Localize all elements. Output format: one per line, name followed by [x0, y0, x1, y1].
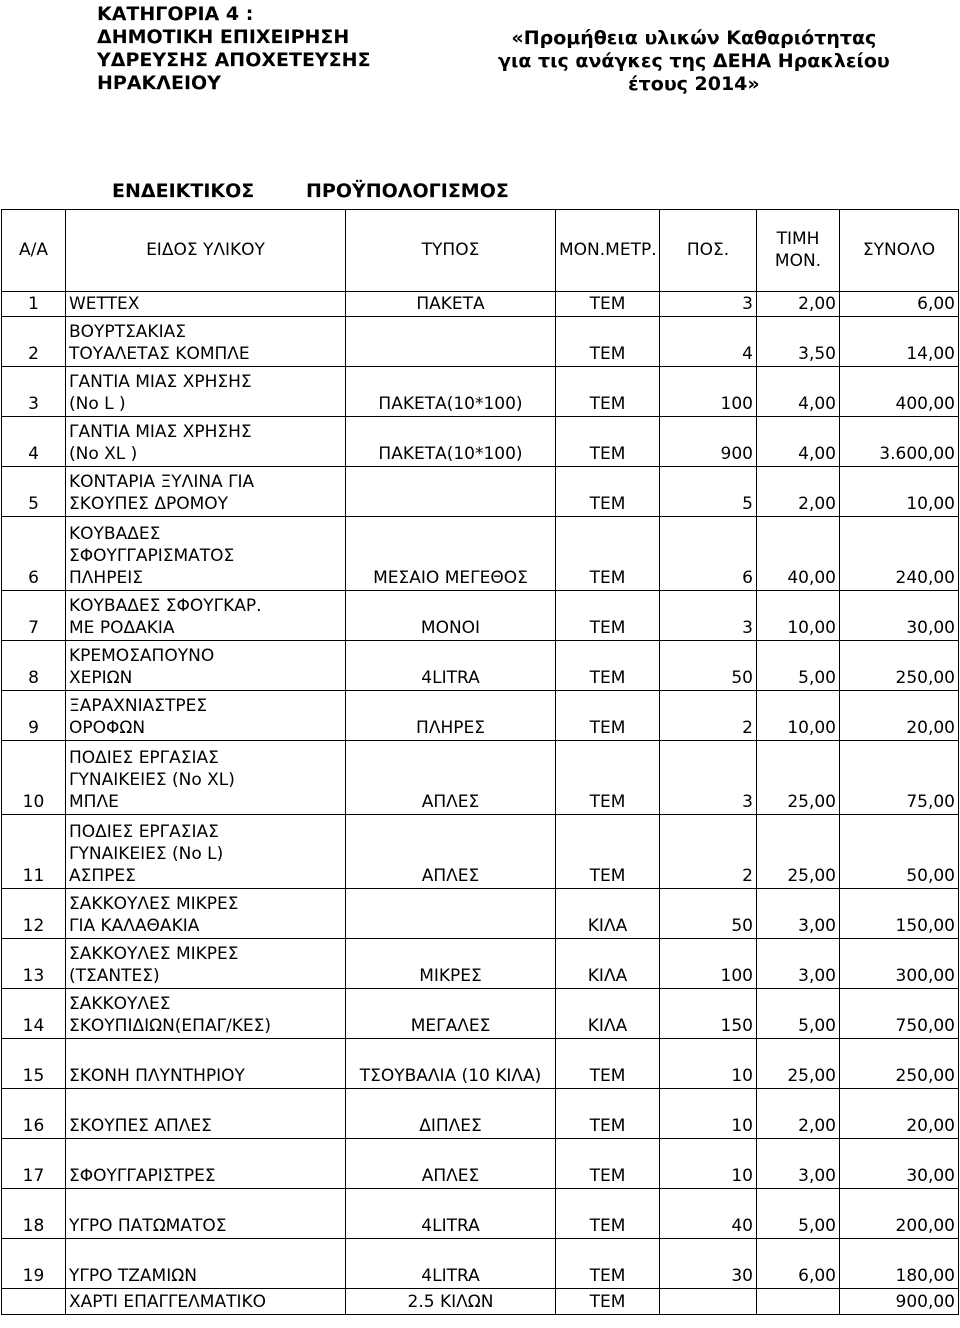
- item-name-line: ΒΟΥΡΤΣΑΚΙΑΣ: [69, 322, 186, 342]
- table-row: [2, 691, 959, 741]
- item-unit-price: 3,00: [757, 939, 840, 989]
- item-type: ΠΑΚΕΤΑ: [346, 292, 556, 317]
- item-name: [66, 467, 346, 517]
- item-name-line: ΥΓΡΟ ΤΖΑΜΙΩΝ: [69, 1266, 197, 1286]
- item-type: ΠΛΗΡΕΣ: [346, 691, 556, 741]
- item-total: 250,00: [840, 641, 959, 691]
- item-name-line: ΧΑΡΤΙ ΕΠΑΓΓΕΛΜΑΤΙΚΟ: [69, 1292, 267, 1312]
- col-price-header: [757, 210, 840, 292]
- item-quantity: 50: [660, 641, 757, 691]
- budget-label-a: ΕΝΔΕΙΚΤΙΚΟΣ: [112, 180, 255, 202]
- item-name-line: ΑΣΠΡΕΣ: [69, 866, 136, 886]
- item-name: [66, 317, 346, 367]
- item-name: [66, 989, 346, 1039]
- row-number: 16: [2, 1089, 66, 1139]
- item-total: 200,00: [840, 1189, 959, 1239]
- item-name-line: ΣΦΟΥΓΓΑΡΙΣΜΑΤΟΣ: [69, 546, 235, 566]
- item-unit: ΤΕΜ: [556, 517, 660, 591]
- procurement-title-line-1: «Προμήθεια υλικών Καθαριότητας: [511, 27, 877, 49]
- item-name: [66, 741, 346, 815]
- item-unit: ΤΕΜ: [556, 641, 660, 691]
- col-price-header-line-2: ΜΟΝ.: [774, 251, 822, 271]
- item-total: 30,00: [840, 1139, 959, 1189]
- table-row: [2, 317, 959, 367]
- table-row: [2, 292, 959, 317]
- item-name-line: ΣΚΟΝΗ ΠΛΥΝΤΗΡΙΟΥ: [69, 1066, 245, 1086]
- item-type: [346, 467, 556, 517]
- row-number: 4: [2, 417, 66, 467]
- company-line-3: ΗΡΑΚΛΕΙΟΥ: [97, 72, 221, 94]
- item-name-line: ΣΦΟΥΓΓΑΡΙΣΤΡΕΣ: [69, 1166, 216, 1186]
- item-type: ΜΟΝΟΙ: [346, 591, 556, 641]
- item-type: ΔΙΠΛΕΣ: [346, 1089, 556, 1139]
- row-number: 11: [2, 815, 66, 889]
- item-type: [346, 889, 556, 939]
- item-quantity: [660, 1289, 757, 1315]
- item-unit: ΤΕΜ: [556, 367, 660, 417]
- item-unit-price: 3,00: [757, 889, 840, 939]
- table-row: [2, 939, 959, 989]
- item-unit: ΚΙΛΑ: [556, 989, 660, 1039]
- item-unit: ΤΕΜ: [556, 1239, 660, 1289]
- item-total: 240,00: [840, 517, 959, 591]
- item-name-line: ΓΑΝΤΙΑ ΜΙΑΣ ΧΡΗΣΗΣ: [69, 372, 252, 392]
- item-name: [66, 1139, 346, 1189]
- item-name: [66, 417, 346, 467]
- item-unit: ΚΙΛΑ: [556, 889, 660, 939]
- table-row: [2, 741, 959, 815]
- table-row: [2, 1289, 959, 1315]
- item-type: 2.5 ΚΙΛΩΝ: [346, 1289, 556, 1315]
- item-type: ΤΣΟΥΒΑΛΙΑ (10 ΚΙΛΑ): [346, 1039, 556, 1089]
- item-unit-price: 10,00: [757, 591, 840, 641]
- item-quantity: 150: [660, 989, 757, 1039]
- item-name-line: ΠΟΔΙΕΣ ΕΡΓΑΣΙΑΣ: [69, 748, 219, 768]
- item-type: ΠΑΚΕΤΑ(10*100): [346, 367, 556, 417]
- col-price-header-line-1: ΤΙΜΗ: [776, 229, 820, 249]
- col-unit-header: ΜΟΝ.ΜΕΤΡ.: [556, 210, 660, 292]
- item-unit-price: 25,00: [757, 741, 840, 815]
- item-unit-price: 4,00: [757, 417, 840, 467]
- row-number: 5: [2, 467, 66, 517]
- item-name-line: (No L ): [69, 394, 126, 414]
- item-unit-price: 3,50: [757, 317, 840, 367]
- item-name-line: ΣΚΟΥΠΕΣ ΑΠΛΕΣ: [69, 1116, 212, 1136]
- item-type: ΑΠΛΕΣ: [346, 1139, 556, 1189]
- item-type: ΠΑΚΕΤΑ(10*100): [346, 417, 556, 467]
- col-type-header: ΤΥΠΟΣ: [346, 210, 556, 292]
- row-number: 17: [2, 1139, 66, 1189]
- item-unit: ΤΕΜ: [556, 591, 660, 641]
- row-number: 12: [2, 889, 66, 939]
- procurement-title-line-3: έτους 2014»: [628, 73, 760, 95]
- item-total: 30,00: [840, 591, 959, 641]
- table-row: [2, 467, 959, 517]
- item-name-line: ΣΑΚΚΟΥΛΕΣ ΜΙΚΡΕΣ: [69, 894, 239, 914]
- item-name: [66, 1289, 346, 1315]
- table-row: [2, 1239, 959, 1289]
- row-number: 19: [2, 1239, 66, 1289]
- item-name: [66, 367, 346, 417]
- item-unit-price: 25,00: [757, 815, 840, 889]
- table-header-row: [2, 210, 959, 292]
- item-type: ΜΙΚΡΕΣ: [346, 939, 556, 989]
- row-number: 18: [2, 1189, 66, 1239]
- item-name: [66, 641, 346, 691]
- item-name-line: ΚΟΝΤΑΡΙΑ ΞΥΛΙΝΑ ΓΙΑ: [69, 472, 255, 492]
- item-name: [66, 889, 346, 939]
- col-item-header: ΕΙΔΟΣ ΥΛΙΚΟΥ: [66, 210, 346, 292]
- item-unit: ΤΕΜ: [556, 1189, 660, 1239]
- item-quantity: 6: [660, 517, 757, 591]
- item-name: [66, 815, 346, 889]
- item-unit-price: 40,00: [757, 517, 840, 591]
- item-total: 250,00: [840, 1039, 959, 1089]
- item-name-line: ΥΓΡΟ ΠΑΤΩΜΑΤΟΣ: [69, 1216, 227, 1236]
- item-unit-price: 2,00: [757, 292, 840, 317]
- item-unit: ΤΕΜ: [556, 741, 660, 815]
- table-row: [2, 1039, 959, 1089]
- item-total: 75,00: [840, 741, 959, 815]
- item-name-line: (ΤΣΑΝΤΕΣ): [69, 966, 160, 986]
- table-row: [2, 815, 959, 889]
- item-name-line: (No XL ): [69, 444, 138, 464]
- table-row: [2, 367, 959, 417]
- item-quantity: 10: [660, 1089, 757, 1139]
- row-number: 15: [2, 1039, 66, 1089]
- item-unit-price: 5,00: [757, 989, 840, 1039]
- item-name-line: ΓΥΝΑΙΚΕΙΕΣ (No L): [69, 844, 224, 864]
- budget-label-b: ΠΡΟΫΠΟΛΟΓΙΣΜΟΣ: [306, 180, 509, 202]
- table-row: [2, 591, 959, 641]
- item-type: ΑΠΛΕΣ: [346, 815, 556, 889]
- item-type: [346, 317, 556, 367]
- item-total: 3.600,00: [840, 417, 959, 467]
- table-row: [2, 1089, 959, 1139]
- item-quantity: 50: [660, 889, 757, 939]
- table-row: [2, 1189, 959, 1239]
- item-type: 4LITRA: [346, 1239, 556, 1289]
- item-total: 180,00: [840, 1239, 959, 1289]
- row-number: [2, 1289, 66, 1315]
- item-name-line: ΠΛΗΡΕΙΣ: [69, 568, 143, 588]
- row-number: 7: [2, 591, 66, 641]
- item-total: 150,00: [840, 889, 959, 939]
- item-unit: ΤΕΜ: [556, 815, 660, 889]
- row-number: 9: [2, 691, 66, 741]
- item-quantity: 5: [660, 467, 757, 517]
- category-header: [97, 3, 371, 95]
- row-number: 8: [2, 641, 66, 691]
- item-total: 50,00: [840, 815, 959, 889]
- item-name-line: ΚΟΥΒΑΔΕΣ ΣΦΟΥΓΚΑΡ.: [69, 596, 262, 616]
- col-qty-header: ΠΟΣ.: [660, 210, 757, 292]
- item-quantity: 100: [660, 367, 757, 417]
- item-unit-price: [757, 1289, 840, 1315]
- item-name-line: ΚΟΥΒΑΔΕΣ: [69, 524, 161, 544]
- item-name: [66, 1189, 346, 1239]
- table-row: [2, 989, 959, 1039]
- item-quantity: 10: [660, 1039, 757, 1089]
- item-total: 300,00: [840, 939, 959, 989]
- item-name-line: ΜΕ ΡΟΔΑΚΙΑ: [69, 618, 175, 638]
- item-name-line: ΣΑΚΚΟΥΛΕΣ: [69, 994, 171, 1014]
- item-name-line: ΓΑΝΤΙΑ ΜΙΑΣ ΧΡΗΣΗΣ: [69, 422, 252, 442]
- item-type: 4LITRA: [346, 641, 556, 691]
- company-line-1: ΔΗΜΟΤΙΚΗ ΕΠΙΧΕΙΡΗΣΗ: [97, 26, 350, 48]
- item-name-line: WETTEX: [69, 294, 140, 314]
- row-number: 14: [2, 989, 66, 1039]
- item-unit: ΤΕΜ: [556, 1289, 660, 1315]
- row-number: 13: [2, 939, 66, 989]
- item-quantity: 3: [660, 591, 757, 641]
- row-number: 3: [2, 367, 66, 417]
- item-quantity: 40: [660, 1189, 757, 1239]
- row-number: 10: [2, 741, 66, 815]
- item-unit: ΤΕΜ: [556, 1039, 660, 1089]
- item-quantity: 900: [660, 417, 757, 467]
- item-unit: ΤΕΜ: [556, 317, 660, 367]
- item-unit: ΤΕΜ: [556, 417, 660, 467]
- item-name: [66, 1089, 346, 1139]
- table-row: [2, 641, 959, 691]
- item-name: [66, 1039, 346, 1089]
- item-quantity: 30: [660, 1239, 757, 1289]
- item-unit-price: 4,00: [757, 367, 840, 417]
- item-unit-price: 3,00: [757, 1139, 840, 1189]
- item-unit-price: 2,00: [757, 467, 840, 517]
- item-unit: ΤΕΜ: [556, 1089, 660, 1139]
- item-name-line: ΜΠΛΕ: [69, 792, 119, 812]
- table-row: [2, 517, 959, 591]
- item-total: 6,00: [840, 292, 959, 317]
- category-title: ΚΑΤΗΓΟΡΙΑ 4 :: [97, 3, 254, 25]
- item-type: 4LITRA: [346, 1189, 556, 1239]
- item-total: 400,00: [840, 367, 959, 417]
- row-number: 1: [2, 292, 66, 317]
- item-unit: ΤΕΜ: [556, 691, 660, 741]
- item-name-line: ΠΟΔΙΕΣ ΕΡΓΑΣΙΑΣ: [69, 822, 219, 842]
- col-total-header: ΣΥΝΟΛΟ: [840, 210, 959, 292]
- item-unit: ΚΙΛΑ: [556, 939, 660, 989]
- item-name: [66, 691, 346, 741]
- item-total: 14,00: [840, 317, 959, 367]
- item-total: 20,00: [840, 1089, 959, 1139]
- item-type: ΜΕΓΑΛΕΣ: [346, 989, 556, 1039]
- item-name-line: ΓΙΑ ΚΑΛΑΘΑΚΙΑ: [69, 916, 200, 936]
- procurement-title-line-2: για τις ανάγκες της ΔΕΗΑ Ηρακλείου: [498, 50, 890, 72]
- item-name-line: ΓΥΝΑΙΚΕΙΕΣ (No XL): [69, 770, 235, 790]
- item-unit-price: 2,00: [757, 1089, 840, 1139]
- item-unit-price: 5,00: [757, 1189, 840, 1239]
- row-number: 6: [2, 517, 66, 591]
- item-unit: ΤΕΜ: [556, 292, 660, 317]
- item-name-line: ΞΑΡΑΧΝΙΑΣΤΡΕΣ: [69, 696, 208, 716]
- item-total: 10,00: [840, 467, 959, 517]
- item-type: ΜΕΣΑΙΟ ΜΕΓΕΘΟΣ: [346, 517, 556, 591]
- item-name: [66, 591, 346, 641]
- item-unit: ΤΕΜ: [556, 1139, 660, 1189]
- item-name-line: ΧΕΡΙΩΝ: [69, 668, 133, 688]
- item-unit-price: 25,00: [757, 1039, 840, 1089]
- item-quantity: 10: [660, 1139, 757, 1189]
- item-name-line: ΣΑΚΚΟΥΛΕΣ ΜΙΚΡΕΣ: [69, 944, 239, 964]
- col-aa-header: Α/Α: [2, 210, 66, 292]
- item-quantity: 2: [660, 691, 757, 741]
- item-name-line: ΚΡΕΜΟΣΑΠΟΥΝΟ: [69, 646, 215, 666]
- item-quantity: 100: [660, 939, 757, 989]
- item-type: ΑΠΛΕΣ: [346, 741, 556, 815]
- item-name-line: ΣΚΟΥΠΙΔΙΩΝ(ΕΠΑΓ/ΚΕΣ): [69, 1016, 272, 1036]
- item-unit-price: 5,00: [757, 641, 840, 691]
- item-unit: ΤΕΜ: [556, 467, 660, 517]
- item-total: 900,00: [840, 1289, 959, 1315]
- item-quantity: 3: [660, 741, 757, 815]
- item-quantity: 4: [660, 317, 757, 367]
- item-unit-price: 10,00: [757, 691, 840, 741]
- budget-table: [1, 209, 959, 1315]
- company-line-2: ΥΔΡΕΥΣΗΣ ΑΠΟΧΕΤΕΥΣΗΣ: [97, 49, 371, 71]
- item-total: 20,00: [840, 691, 959, 741]
- item-name: [66, 939, 346, 989]
- table-row: [2, 417, 959, 467]
- table-row: [2, 889, 959, 939]
- item-name: [66, 292, 346, 317]
- item-quantity: 2: [660, 815, 757, 889]
- item-total: 750,00: [840, 989, 959, 1039]
- item-name-line: ΣΚΟΥΠΕΣ ΔΡΟΜΟΥ: [69, 494, 229, 514]
- item-name-line: ΟΡΟΦΩΝ: [69, 718, 146, 738]
- item-name: [66, 1239, 346, 1289]
- item-name: [66, 517, 346, 591]
- item-name-line: ΤΟΥΑΛΕΤΑΣ ΚΟΜΠΛΕ: [69, 344, 250, 364]
- item-unit-price: 6,00: [757, 1239, 840, 1289]
- row-number: 2: [2, 317, 66, 367]
- table-row: [2, 1139, 959, 1189]
- item-quantity: 3: [660, 292, 757, 317]
- procurement-title: [498, 27, 890, 96]
